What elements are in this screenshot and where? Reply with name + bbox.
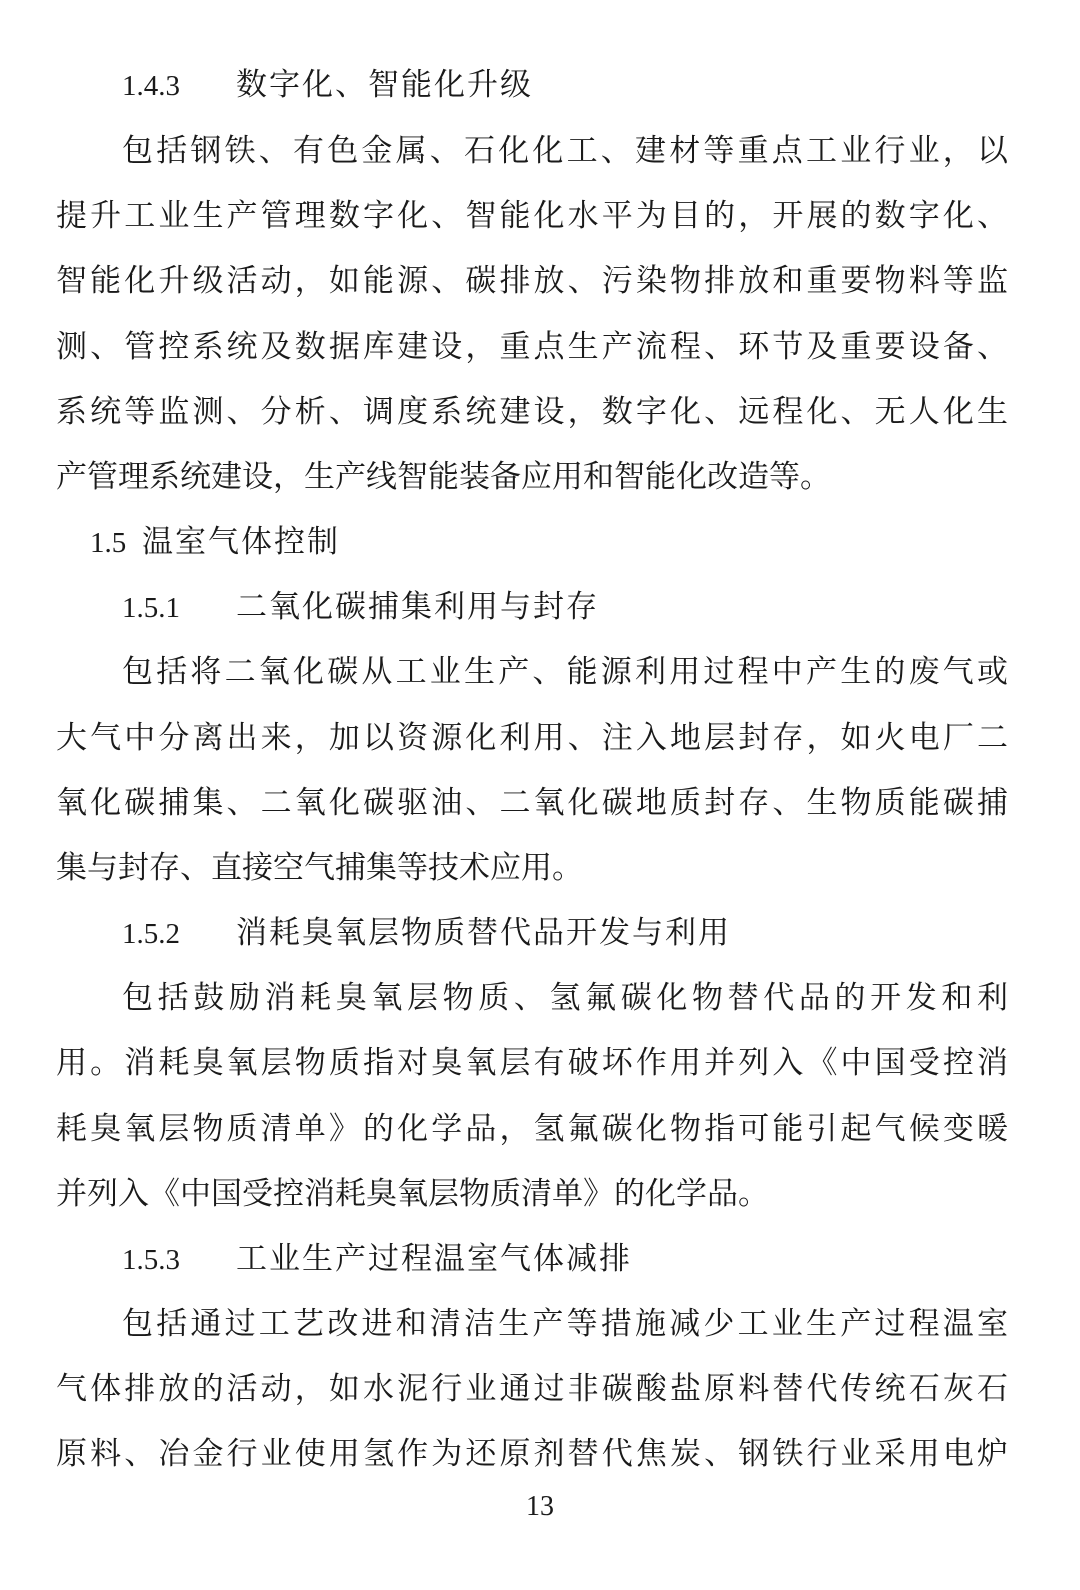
- section-number: 1.5.2: [122, 918, 180, 950]
- paragraph-line: 包括将二氧化碳从工业生产、能源利用过程中产生的废气或: [122, 654, 1008, 690]
- paragraph-line: 提升工业生产管理数字化、智能化水平为目的，开展的数字化、: [56, 198, 1008, 234]
- paragraph-line: 智能化升级活动，如能源、碳排放、污染物排放和重要物料等监: [56, 263, 1008, 299]
- section-title: 消耗臭氧层物质替代品开发与利用: [236, 915, 731, 951]
- section-heading: [122, 900, 731, 966]
- section-heading: [122, 574, 599, 640]
- paragraph-line: 大气中分离出来，加以资源化利用、注入地层封存，如火电厂二: [56, 720, 1008, 756]
- section-title: 二氧化碳捕集利用与封存: [236, 589, 599, 625]
- paragraph-line: 原料、冶金行业使用氢作为还原剂替代焦炭、钢铁行业采用电炉: [56, 1436, 1008, 1472]
- section-number: 1.5.1: [122, 592, 180, 624]
- section-number: 1.5: [90, 527, 127, 559]
- paragraph-line: 包括通过工艺改进和清洁生产等措施减少工业生产过程温室: [122, 1306, 1008, 1342]
- paragraph-line: 气体排放的活动，如水泥行业通过非碳酸盐原料替代传统石灰石: [56, 1371, 1008, 1407]
- section-title: 工业生产过程温室气体减排: [236, 1241, 632, 1277]
- paragraph-line: 用。消耗臭氧层物质指对臭氧层有破坏作用并列入《中国受控消: [56, 1045, 1008, 1081]
- paragraph-line: 测、管控系统及数据库建设，重点生产流程、环节及重要设备、: [56, 329, 1008, 365]
- section-number: 1.5.3: [122, 1244, 180, 1276]
- section-heading: [122, 1226, 632, 1292]
- paragraph-line: 包括鼓励消耗臭氧层物质、氢氟碳化物替代品的开发和利: [122, 980, 1008, 1016]
- paragraph-line: 产管理系统建设，生产线智能装备应用和智能化改造等。: [56, 459, 831, 495]
- paragraph-line: 包括钢铁、有色金属、石化化工、建材等重点工业行业，以: [122, 133, 1008, 169]
- section-number: 1.4.3: [122, 70, 180, 102]
- paragraph-line: 氧化碳捕集、二氧化碳驱油、二氧化碳地质封存、生物质能碳捕: [56, 785, 1008, 821]
- section-title: 数字化、智能化升级: [236, 67, 533, 103]
- paragraph-line: 集与封存、直接空气捕集等技术应用。: [56, 850, 583, 886]
- section-heading: [122, 52, 533, 118]
- section-heading: [90, 509, 340, 575]
- page-number: 13: [526, 1491, 554, 1522]
- paragraph-line: 耗臭氧层物质清单》的化学品，氢氟碳化物指可能引起气候变暖: [56, 1111, 1008, 1147]
- paragraph-line: 并列入《中国受控消耗臭氧层物质清单》的化学品。: [56, 1176, 769, 1212]
- paragraph-line: 系统等监测、分析、调度系统建设，数字化、远程化、无人化生: [56, 394, 1008, 430]
- section-title: 温室气体控制: [142, 524, 340, 560]
